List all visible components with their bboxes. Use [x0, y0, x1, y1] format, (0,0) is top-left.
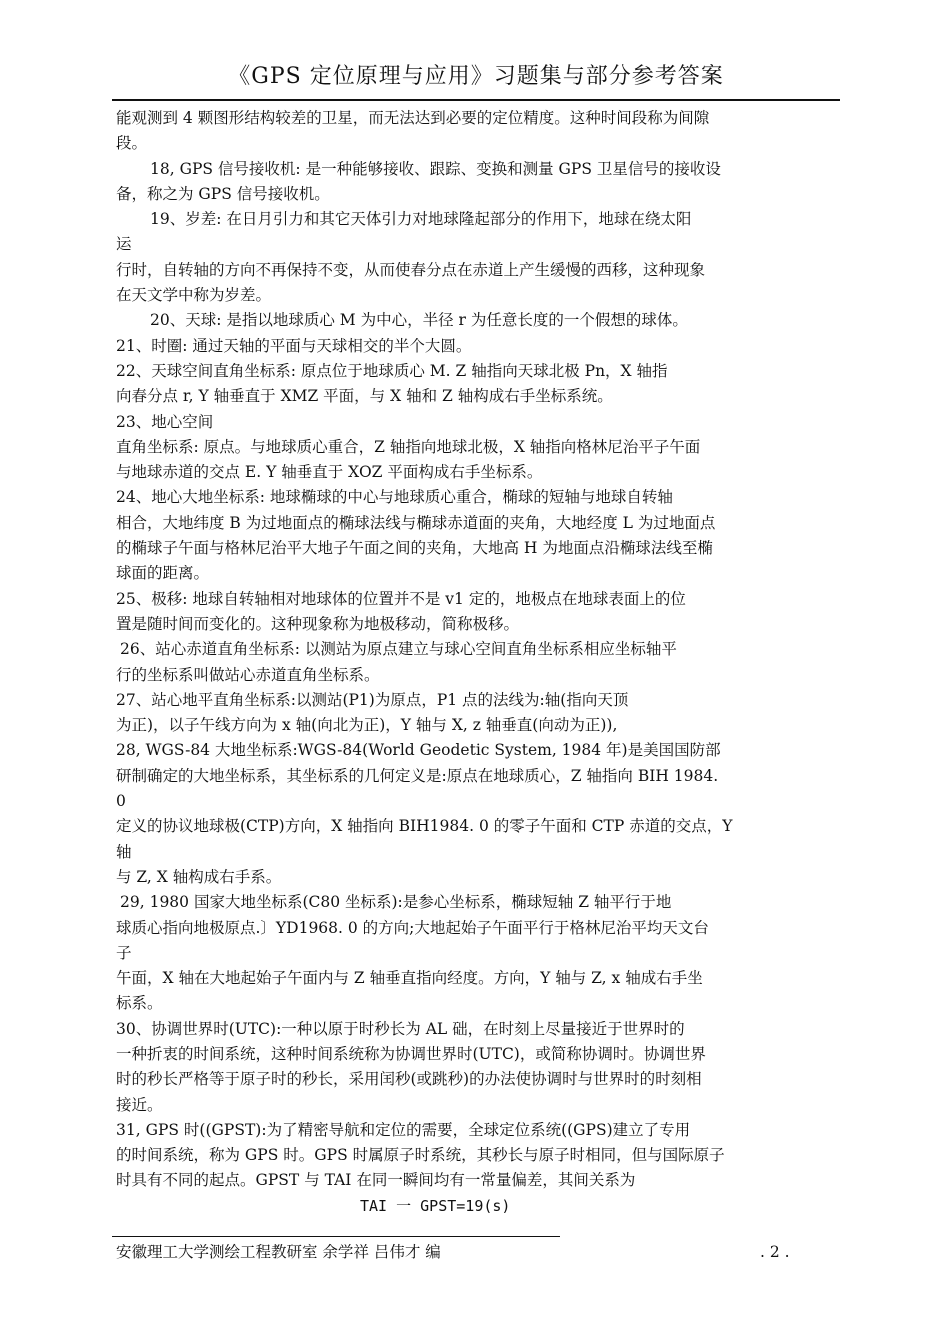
text-line: 置是随时间而变化的。这种现象称为地极移动，简称极移。: [116, 614, 520, 633]
text-line: 轴: [116, 842, 132, 861]
text-line: 球质心指向地极原点.〕YD1968. 0 的方向;大地起始子午面平行于格林尼治平均天文台: [116, 918, 709, 937]
text-line: 球面的距离。: [116, 564, 210, 583]
text-line: 定义的协议地球极(CTP)方向，X 轴指向 BIH1984. 0 的零子午面和 CTP 赤道的交点，Y: [116, 817, 733, 836]
text-line: 0: [116, 792, 126, 811]
text-line: 段。: [116, 134, 148, 153]
text-line-item-20: 20、天球: 是指以地球质心 M 为中心，半径 r 为任意长度的一个假想的球体。: [150, 311, 688, 330]
text-line: 能观测到 4 颗图形结构较差的卫星，而无法达到必要的定位精度。这种时间段称为间隙: [116, 109, 710, 127]
text-line-item-21: 21、时圈: 通过天轴的平面与天球相交的半个大圆。: [116, 336, 472, 355]
text-line: 为正)，以子午线方向为 x 轴(向北为正)，Y 轴与 X, z 轴垂直(向动为正)),: [116, 716, 618, 735]
text-line-item-28: 28, WGS-84 大地坐标系:WGS-84(World Geodetic System, 1984 年)是美国国防部: [116, 741, 721, 760]
text-line: 一种折衷的时间系统，这种时间系统称为协调世界时(UTC)，或简称协调时。协调世界: [116, 1044, 706, 1063]
text-line-item-31: 31, GPS 时((GPST):为了精密导航和定位的需要，全球定位系统((GPS)建立了专用: [116, 1120, 691, 1139]
text-line-item-19: 19、岁差: 在日月引力和其它天体引力对地球隆起部分的作用下，地球在绕太阳: [150, 210, 692, 229]
text-line-item-18: 18, GPS 信号接收机: 是一种能够接收、跟踪、变换和测量 GPS 卫星信号的接收设: [150, 159, 721, 178]
text-line: 向春分点 r, Y 轴垂直于 XMZ 平面，与 X 轴和 Z 轴构成右手坐标系统。: [116, 387, 613, 406]
text-line: 的椭球子午面与格林尼治平大地子午面之间的夹角，大地高 H 为地面点沿椭球法线至椭: [116, 539, 713, 558]
text-line-item-30: 30、协调世界时(UTC):一种以原于时秒长为 AL 础，在时刻上尽量接近于世界时的: [116, 1019, 685, 1038]
text-line: 时具有不同的起点。GPST 与 TAI 在同一瞬间均有一常量偏差，其间关系为: [116, 1171, 636, 1190]
text-line-item-26: 26、站心赤道直角坐标系: 以测站为原点建立与球心空间直角坐标系相应坐标轴平: [120, 640, 677, 659]
text-line-item-23: 23、地心空间: [116, 412, 214, 431]
text-line: 的时间系统，称为 GPS 时。GPS 时属原子时系统，其秒长与原子时相同，但与国际原子: [116, 1146, 725, 1165]
formula-line: TAI 一 GPST=19(s): [360, 1196, 511, 1215]
text-line: 时的秒长严格等于原子时的秒长，采用闰秒(或跳秒)的办法使协调时与世界时的时刻相: [116, 1070, 702, 1089]
text-line: 与 Z, X 轴构成右手系。: [116, 867, 282, 886]
text-line-item-22: 22、天球空间直角坐标系: 原点位于地球质心 M. Z 轴指向天球北极 Pn，X 轴指: [116, 361, 668, 380]
text-line-item-27: 27、站心地平直角坐标系:以测站(P1)为原点，P1 点的法线为:轴(指向天顶: [116, 690, 629, 709]
text-line: 与地球赤道的交点 E. Y 轴垂直于 XOZ 平面构成右手坐标系。: [116, 463, 543, 482]
page-number: . 2 .: [760, 1243, 790, 1261]
text-line-item-24: 24、地心大地坐标系: 地球椭球的中心与地球质心重合，椭球的短轴与地球自转轴: [116, 488, 673, 507]
text-line: 午面，X 轴在大地起始子午面内与 Z 轴垂直指向经度。方向，Y 轴与 Z, x 轴成右手坐: [116, 969, 703, 988]
text-line: 标系。: [116, 994, 163, 1013]
header-divider: [112, 99, 840, 101]
text-line-item-29: 29, 1980 国家大地坐标系(C80 坐标系):是参心坐标系，椭球短轴 Z 轴平行于地: [120, 893, 672, 912]
text-line: 行的坐标系叫做站心赤道直角坐标系。: [116, 665, 380, 684]
text-line: 相合，大地纬度 B 为过地面点的椭球法线与椭球赤道面的夹角，大地经度 L 为过地面点: [116, 513, 716, 532]
text-line: 在天文学中称为岁差。: [116, 286, 272, 305]
text-line: 研制确定的大地坐标系，其坐标系的几何定义是:原点在地球质心，Z 轴指向 BIH 1984.: [116, 766, 719, 785]
text-line-item-25: 25、极移: 地球自转轴相对地球体的位置并不是 v1 定的，地极点在地球表面上的位: [116, 589, 686, 608]
footer-authors: 安徽理工大学测绘工程教研室 余学祥 吕伟才 编: [116, 1243, 441, 1261]
text-line: 备，称之为 GPS 信号接收机。: [116, 184, 330, 203]
text-line: 运: [116, 235, 132, 254]
text-line: 行时，自转轴的方向不再保持不变，从而使春分点在赤道上产生缓慢的西移，这种现象: [116, 260, 706, 279]
document-body: [116, 106, 846, 1219]
text-line: 直角坐标系: 原点。与地球质心重合，Z 轴指向地球北极，X 轴指向格林尼治平子午面: [116, 437, 701, 456]
text-line: 子: [116, 943, 132, 962]
text-line: 接近。: [116, 1095, 163, 1114]
footer-divider: [112, 1236, 560, 1237]
page-header-title: 《GPS 定位原理与应用》习题集与部分参考答案: [228, 64, 724, 89]
